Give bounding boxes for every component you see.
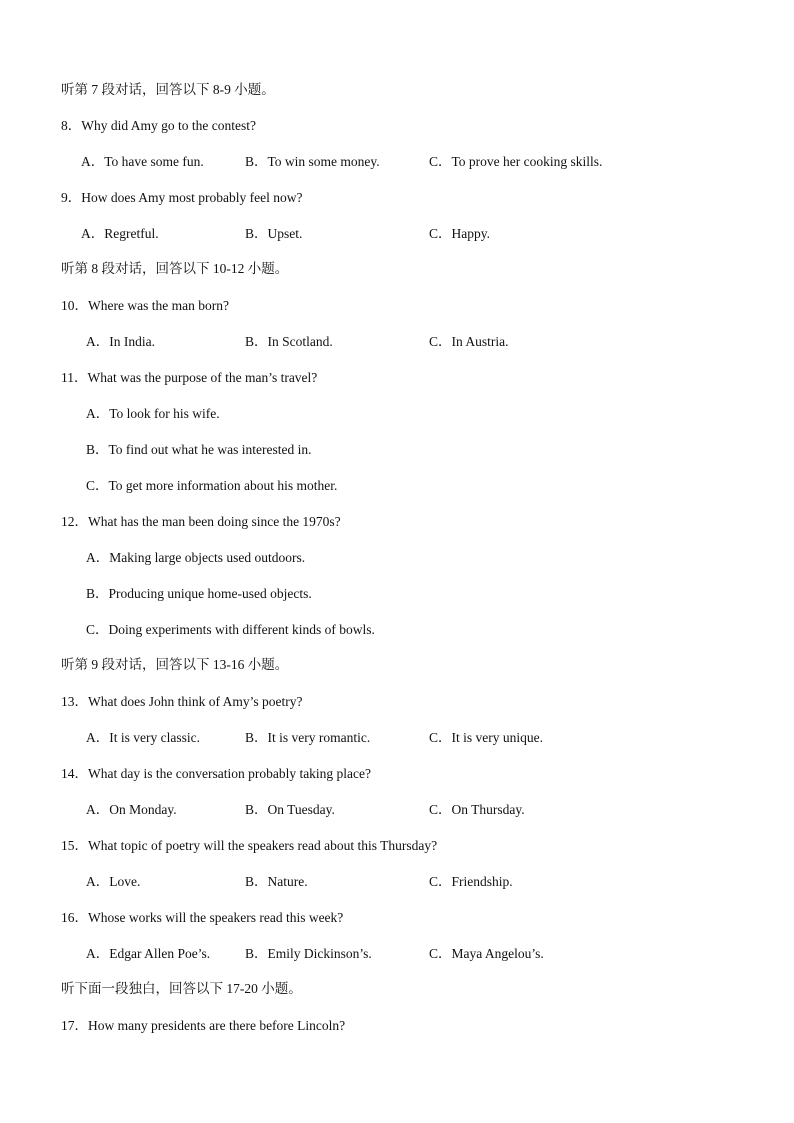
q16-option-b: B．Emily Dickinson’s.: [245, 946, 372, 961]
q10-option-b: B．In Scotland.: [245, 334, 333, 349]
question-11: 11．What was the purpose of the man’s travel?: [61, 370, 318, 385]
q12-option-c: C．Doing experiments with different kinds of bowls.: [86, 622, 375, 637]
question-8: 8．Why did Amy go to the contest?: [61, 118, 256, 133]
question-10: 10．Where was the man born?: [61, 298, 229, 313]
q11-option-b: B．To find out what he was interested in.: [86, 442, 312, 457]
q13-option-b: B．It is very romantic.: [245, 730, 371, 745]
q11-option-c: C．To get more information about his mother.: [86, 478, 338, 493]
section-heading-8: 听第 8 段对话，回答以下 10-12 小题。: [61, 261, 289, 276]
q16-option-c: C．Maya Angelou’s.: [429, 946, 544, 961]
q10-option-c: C．In Austria.: [429, 334, 509, 349]
question-12: 12．What has the man been doing since the 1970s?: [61, 514, 341, 529]
q8-option-a: A．To have some fun.: [81, 154, 204, 169]
q14-option-b: B．On Tuesday.: [245, 802, 335, 817]
q15-option-b: B．Nature.: [245, 874, 308, 889]
section-heading-7: 听第 7 段对话，回答以下 8-9 小题。: [61, 82, 275, 97]
q14-option-a: A．On Monday.: [86, 802, 177, 817]
question-16: 16．Whose works will the speakers read this week?: [61, 910, 344, 925]
section-heading-9: 听第 9 段对话，回答以下 13-16 小题。: [61, 657, 289, 672]
question-17: 17．How many presidents are there before Lincoln?: [61, 1018, 346, 1033]
question-13: 13．What does John think of Amy’s poetry?: [61, 694, 303, 709]
q9-option-c: C．Happy.: [429, 226, 490, 241]
q16-option-a: A．Edgar Allen Poe’s.: [86, 946, 211, 961]
q15-option-a: A．Love.: [86, 874, 141, 889]
q12-option-b: B．Producing unique home-used objects.: [86, 586, 312, 601]
q11-option-a: A．To look for his wife.: [86, 406, 220, 421]
q10-option-a: A．In India.: [86, 334, 155, 349]
question-9: 9．How does Amy most probably feel now?: [61, 190, 303, 205]
q8-option-c: C．To prove her cooking skills.: [429, 154, 603, 169]
q12-option-a: A．Making large objects used outdoors.: [86, 550, 306, 565]
q9-option-a: A．Regretful.: [81, 226, 159, 241]
q13-option-a: A．It is very classic.: [86, 730, 200, 745]
q8-option-b: B．To win some money.: [245, 154, 380, 169]
section-heading-monologue: 听下面一段独白，回答以下 17-20 小题。: [61, 981, 302, 996]
q15-option-c: C．Friendship.: [429, 874, 513, 889]
question-15: 15．What topic of poetry will the speakers read about this Thursday?: [61, 838, 438, 853]
q13-option-c: C．It is very unique.: [429, 730, 543, 745]
question-14: 14．What day is the conversation probably taking place?: [61, 766, 372, 781]
q9-option-b: B．Upset.: [245, 226, 303, 241]
q14-option-c: C．On Thursday.: [429, 802, 525, 817]
